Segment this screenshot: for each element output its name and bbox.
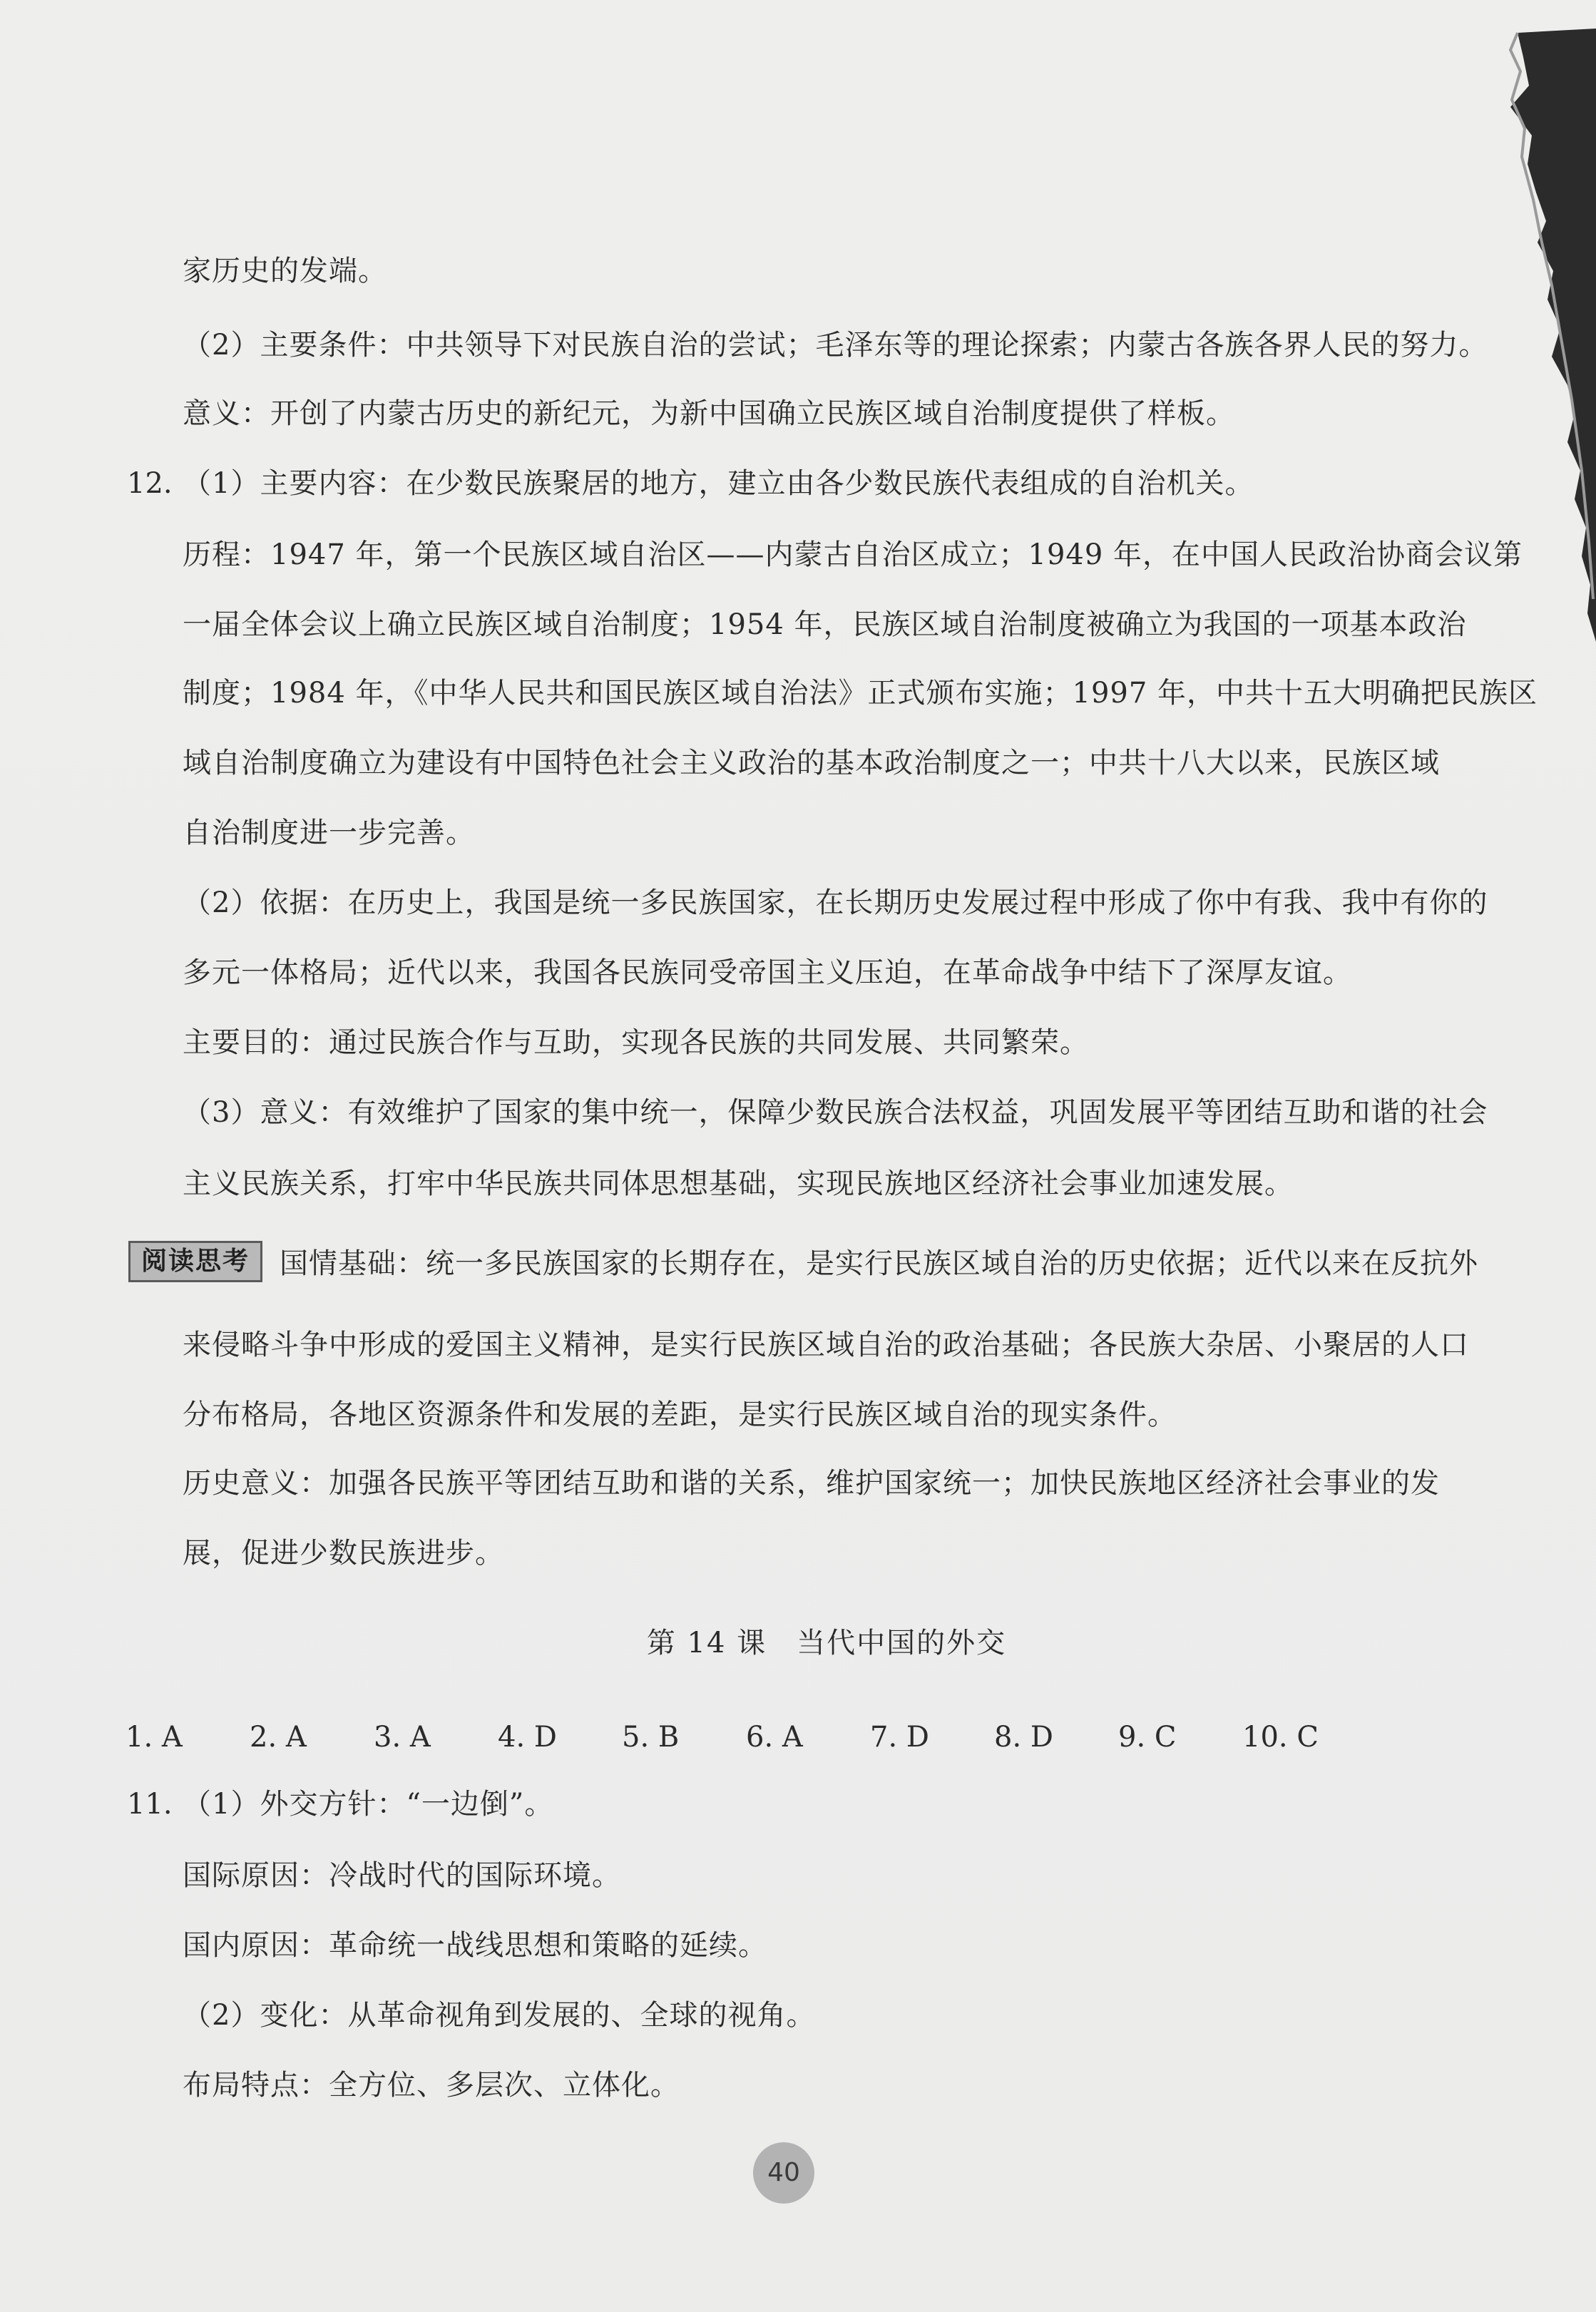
text-line: 国情基础：统一多民族国家的长期存在，是实行民族区域自治的历史依据；近代以来在反抗外 — [280, 1247, 1478, 1280]
text-line: 意义：开创了内蒙古历史的新纪元，为新中国确立民族区域自治制度提供了样板。 — [183, 397, 1235, 430]
text-line: 分布格局，各地区资源条件和发展的差距，是实行民族区域自治的现实条件。 — [183, 1398, 1177, 1431]
answer-item: 5. B — [622, 1721, 680, 1754]
text-line: 国际原因：冷战时代的国际环境。 — [183, 1859, 621, 1892]
text-line: （1）外交方针：“一边倒”。 — [183, 1788, 554, 1821]
text-line: （2）主要条件：中共领导下对民族自治的尝试；毛泽东等的理论探索；内蒙古各族各界人民的努力。 — [183, 329, 1488, 362]
text-line: 历程：1947 年，第一个民族区域自治区——内蒙古自治区成立；1949 年，在中国人民政治协商会议第 — [183, 538, 1523, 571]
question-number: 12. — [127, 467, 173, 500]
answer-item: 3. A — [374, 1721, 431, 1754]
answer-item: 4. D — [498, 1721, 557, 1754]
text-line: 自治制度进一步完善。 — [183, 817, 475, 849]
answer-item: 8. D — [994, 1721, 1053, 1754]
text-line: 多元一体格局；近代以来，我国各民族同受帝国主义压迫，在革命战争中结下了深厚友谊。 — [183, 956, 1352, 989]
answer-item: 2. A — [250, 1721, 307, 1754]
text-line: （3）意义：有效维护了国家的集中统一，保障少数民族合法权益，巩固发展平等团结互助和谐的社会 — [183, 1096, 1488, 1129]
text-line: （2）变化：从革命视角到发展的、全球的视角。 — [183, 1999, 816, 2032]
text-line: 来侵略斗争中形成的爱国主义精神，是实行民族区域自治的政治基础；各民族大杂居、小聚居的人口 — [183, 1329, 1469, 1361]
reading-reflection-tag: 阅读思考 — [128, 1241, 262, 1282]
page-number: 40 — [753, 2142, 814, 2204]
text-line: 家历史的发端。 — [183, 255, 387, 287]
text-line: 国内原因：革命统一战线思想和策略的延续。 — [183, 1929, 767, 1962]
text-line: （1）主要内容：在少数民族聚居的地方，建立由各少数民族代表组成的自治机关。 — [183, 467, 1254, 500]
answer-item: 10. C — [1242, 1721, 1319, 1754]
text-line: 主要目的：通过民族合作与互助，实现各民族的共同发展、共同繁荣。 — [183, 1026, 1089, 1059]
text-line: 展，促进少数民族进步。 — [183, 1537, 504, 1570]
text-line: 布局特点：全方位、多层次、立体化。 — [183, 2069, 680, 2102]
text-line: 主义民族关系，打牢中华民族共同体思想基础，实现民族地区经济社会事业加速发展。 — [183, 1167, 1294, 1200]
lesson-title: 第 14 课 当代中国的外交 — [646, 1627, 1007, 1659]
text-line: 一届全体会议上确立民族区域自治制度；1954 年，民族区域自治制度被确立为我国的一项基本政治 — [183, 608, 1467, 641]
question-number: 11. — [127, 1788, 173, 1821]
text-line: （2）依据：在历史上，我国是统一多民族国家，在长期历史发展过程中形成了你中有我、我中有你的 — [183, 886, 1488, 919]
answer-key-row — [126, 1720, 1366, 1754]
answer-item: 1. A — [126, 1721, 183, 1754]
answer-item: 7. D — [870, 1721, 929, 1754]
answer-item: 9. C — [1118, 1721, 1177, 1754]
answer-item: 6. A — [746, 1721, 803, 1754]
text-line: 制度；1984 年，《中华人民共和国民族区域自治法》正式颁布实施；1997 年，中共十五大明确把民族区 — [183, 677, 1538, 710]
text-line: 域自治制度确立为建设有中国特色社会主义政治的基本政治制度之一；中共十八大以来，民族区域 — [183, 747, 1440, 779]
text-line: 历史意义：加强各民族平等团结互助和谐的关系，维护国家统一；加快民族地区经济社会事业的发 — [183, 1467, 1440, 1500]
